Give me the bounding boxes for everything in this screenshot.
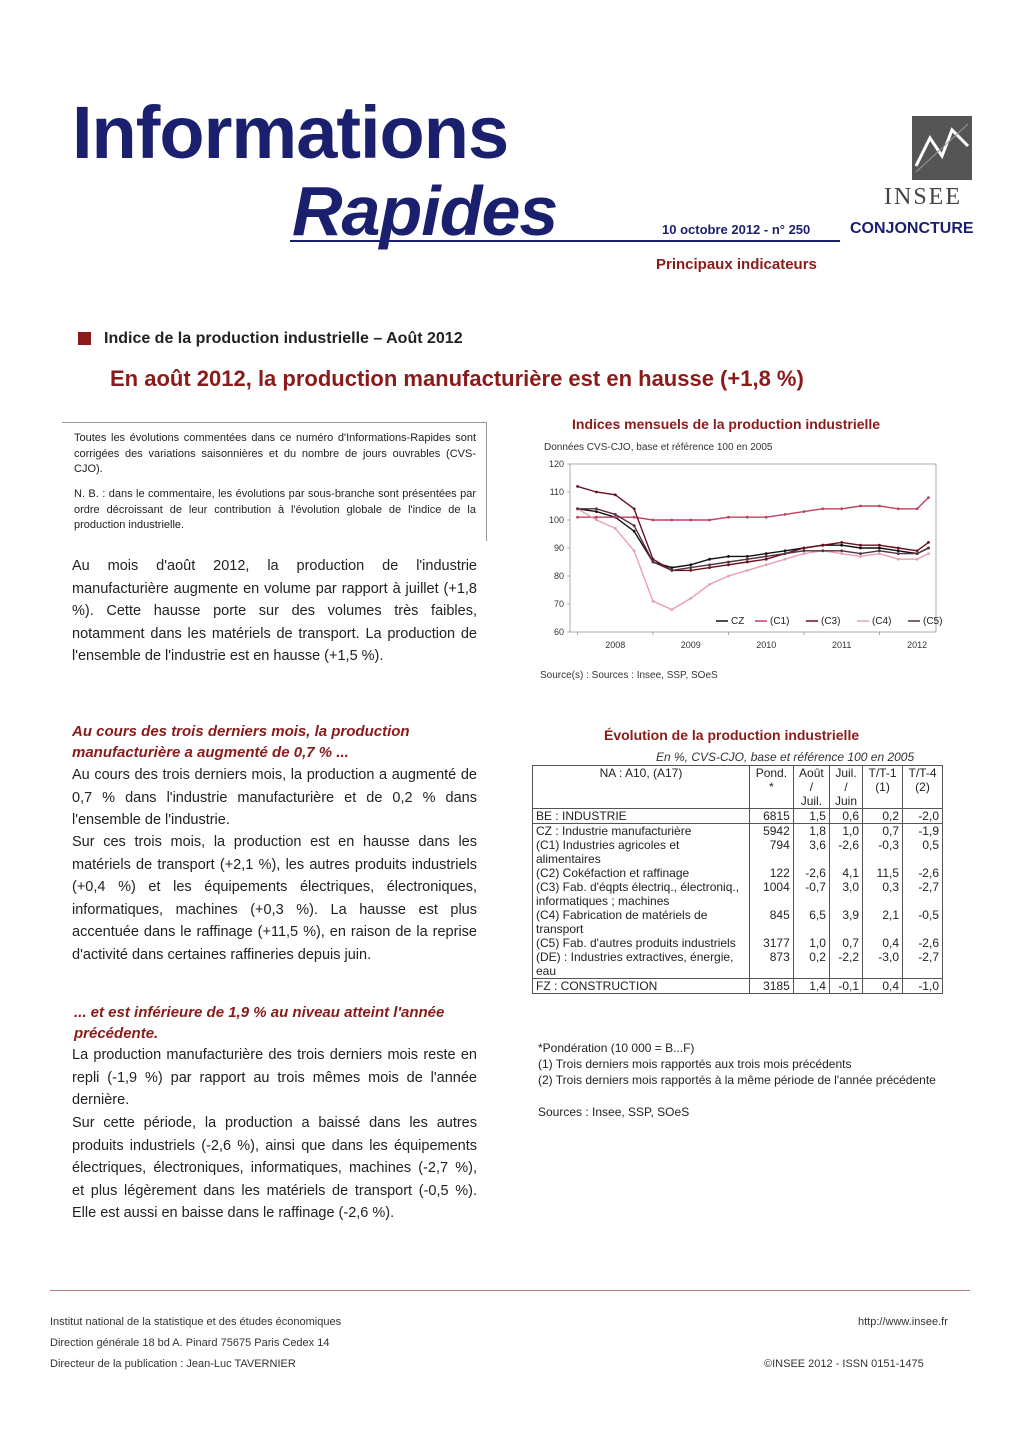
x-tick-label: 2008: [605, 640, 626, 650]
legend-label: (C4): [872, 616, 892, 627]
data-point: [595, 510, 598, 513]
data-point: [840, 507, 843, 510]
y-tick-label: 70: [553, 599, 564, 609]
data-point: [670, 569, 673, 572]
data-point: [803, 552, 806, 555]
data-point: [595, 519, 598, 522]
table-title: Évolution de la production industrielle: [604, 727, 860, 743]
data-point: [708, 519, 711, 522]
cell-tt4: -2,0: [903, 809, 943, 824]
data-point: [784, 558, 787, 561]
x-tick-label: 2010: [756, 640, 777, 650]
chart-source: Source(s) : Sources : Insee, SSP, SOeS: [540, 670, 718, 681]
table-row: [533, 908, 943, 936]
data-point: [652, 561, 655, 564]
cell-pond: 3185: [750, 979, 794, 994]
insee-logo-icon: [912, 116, 972, 180]
cell-tt1: 0,2: [863, 809, 903, 824]
cell-aout: 3,6: [793, 838, 829, 866]
row-label: CZ : Industrie manufacturière: [533, 824, 750, 839]
table-row: [533, 809, 943, 824]
legend-label: (C5): [923, 616, 943, 627]
data-point: [633, 530, 636, 533]
body-paragraph-1: Au mois d'août 2012, la production de l'industrie manufacturière augmente en volume par rapport à juillet (+1,8 %). Cette hausse porte sur des volumes très faibles, notamment dans les matériels de transport. La production de l'ensemble de l'industrie est en hausse (+1,5 %).: [72, 558, 477, 664]
row-label: BE : INDUSTRIE: [533, 809, 750, 824]
col-header-pond: Pond. *: [750, 766, 794, 809]
data-point: [878, 549, 881, 552]
cell-tt4: -1,0: [903, 979, 943, 994]
data-point: [803, 547, 806, 550]
table-unit: En %, CVS-CJO, base et référence 100 en 2005: [656, 750, 915, 764]
table-row: [533, 880, 943, 908]
series-line: [578, 498, 929, 520]
cell-tt1: 11,5: [863, 866, 903, 880]
data-point: [840, 552, 843, 555]
cell-juil: 0,7: [829, 936, 862, 950]
data-point: [746, 569, 749, 572]
data-point: [689, 519, 692, 522]
data-point: [670, 519, 673, 522]
data-point: [670, 608, 673, 611]
methodology-note-1: Toutes les évolutions commentées dans ce numéro d'Informations-Rapides sont corrigées des variations saisonnières et du nombre de jours ouvrables (CVS-CJO).: [74, 432, 476, 475]
table-row: [533, 866, 943, 880]
data-point: [689, 569, 692, 572]
footer-institute: Institut national de la statistique et des études économiques: [50, 1316, 342, 1328]
data-point: [927, 552, 930, 555]
data-point: [878, 505, 881, 508]
footer-url[interactable]: http://www.insee.fr: [858, 1316, 948, 1328]
data-point: [727, 563, 730, 566]
data-point: [614, 527, 617, 530]
col-header-juil: Juil. / Juin: [829, 766, 862, 809]
data-point: [708, 563, 711, 566]
cell-juil: 3,9: [829, 908, 862, 936]
methodology-note-2: N. B. : dans le commentaire, les évolutions par sous-branche sont présentées par ordre décroissant de leur contribution à l'évolution globale de l'indice de la production industrielle.: [74, 488, 476, 531]
production-index-chart: [538, 458, 948, 658]
col-header-tt4: T/T-4 (2): [903, 766, 943, 809]
data-point: [727, 555, 730, 558]
cell-pond: 845: [750, 908, 794, 936]
cell-tt1: 0,4: [863, 979, 903, 994]
data-point: [652, 600, 655, 603]
row-label: (C1) Industries agricoles et alimentaires: [533, 838, 750, 866]
cell-aout: 0,2: [793, 950, 829, 979]
data-point: [859, 505, 862, 508]
legend-label: (C3): [821, 616, 841, 627]
footer-address: Direction générale 18 bd A. Pinard 75675 Paris Cedex 14: [50, 1337, 330, 1349]
data-point: [784, 552, 787, 555]
insee-logo-text: INSEE: [884, 184, 962, 210]
data-point: [803, 510, 806, 513]
x-tick-label: 2009: [680, 640, 701, 650]
data-point: [595, 516, 598, 519]
table-note-1: (1) Trois derniers mois rapportés aux trois mois précédents: [538, 1057, 852, 1071]
chart-subtitle: Données CVS-CJO, base et référence 100 en 2005: [544, 442, 773, 453]
data-point: [576, 507, 579, 510]
cell-tt4: 0,5: [903, 838, 943, 866]
subheading-2: ... et est inférieure de 1,9 % au niveau atteint l'année précédente.: [74, 1004, 445, 1042]
cell-pond: 122: [750, 866, 794, 880]
data-point: [859, 544, 862, 547]
body-paragraph-4: La production manufacturière des trois derniers mois reste en repli (-1,9 %) par rapport au trois mêmes mois de l'année dernière.: [72, 1047, 477, 1108]
data-point: [897, 549, 900, 552]
cell-juil: -2,2: [829, 950, 862, 979]
cell-tt1: -3,0: [863, 950, 903, 979]
data-point: [746, 516, 749, 519]
data-point: [708, 566, 711, 569]
cell-tt4: -1,9: [903, 824, 943, 839]
data-point: [765, 563, 768, 566]
y-tick-label: 110: [549, 487, 564, 497]
cell-juil: 0,6: [829, 809, 862, 824]
cell-juil: -2,6: [829, 838, 862, 866]
row-label: (DE) : Industries extractives, énergie, eau: [533, 950, 750, 979]
data-point: [916, 507, 919, 510]
data-point: [765, 552, 768, 555]
chart-title: Indices mensuels de la production industrielle: [572, 416, 881, 432]
data-point: [821, 549, 824, 552]
cell-tt4: -2,6: [903, 936, 943, 950]
body-paragraph-2: Au cours des trois derniers mois, la production a augmenté de 0,7 % dans l'industrie manufacturière et de 0,2 % dans l'ensemble de l'industrie.: [72, 767, 477, 828]
data-point: [576, 516, 579, 519]
y-tick-label: 120: [548, 459, 564, 469]
table-row: [533, 824, 943, 839]
masthead-title-rapides: Rapides: [292, 172, 558, 250]
data-point: [652, 519, 655, 522]
data-point: [727, 516, 730, 519]
cell-tt1: 0,4: [863, 936, 903, 950]
cell-tt4: -0,5: [903, 908, 943, 936]
legend-label: CZ: [731, 616, 745, 627]
legend-label: (C1): [770, 616, 790, 627]
data-point: [708, 558, 711, 561]
data-point: [614, 493, 617, 496]
cell-juil: 4,1: [829, 866, 862, 880]
masthead-title-informations: Informations: [72, 91, 509, 174]
y-tick-label: 100: [548, 515, 564, 525]
data-point: [821, 544, 824, 547]
footer-director: Directeur de la publication : Jean-Luc TAVERNIER: [50, 1358, 296, 1370]
table-note-2: (2) Trois derniers mois rapportés à la même période de l'année précédente: [538, 1073, 936, 1087]
data-point: [897, 558, 900, 561]
cell-aout: 6,5: [793, 908, 829, 936]
data-point: [614, 513, 617, 516]
data-point: [708, 583, 711, 586]
data-point: [803, 549, 806, 552]
data-point: [689, 597, 692, 600]
data-point: [689, 563, 692, 566]
data-point: [859, 547, 862, 550]
cell-aout: 1,0: [793, 936, 829, 950]
y-tick-label: 80: [553, 571, 564, 581]
kicker-square-icon: [78, 332, 91, 345]
data-point: [897, 547, 900, 550]
footer-rule: [50, 1290, 970, 1291]
article-headline: En août 2012, la production manufacturière est en hausse (+1,8 %): [110, 366, 804, 391]
cell-pond: 794: [750, 838, 794, 866]
cell-pond: 3177: [750, 936, 794, 950]
cell-tt4: -2,7: [903, 880, 943, 908]
y-tick-label: 60: [553, 627, 564, 637]
data-point: [927, 541, 930, 544]
row-label: (C2) Cokéfaction et raffinage: [533, 866, 750, 880]
data-point: [670, 566, 673, 569]
row-label: FZ : CONSTRUCTION: [533, 979, 750, 994]
table-row: [533, 936, 943, 950]
x-tick-label: 2011: [831, 640, 852, 650]
data-point: [633, 507, 636, 510]
cell-tt1: 0,7: [863, 824, 903, 839]
data-point: [878, 547, 881, 550]
col-header-tt1: T/T-1 (1): [863, 766, 903, 809]
cell-tt1: -0,3: [863, 838, 903, 866]
issue-date-number: 10 octobre 2012 - n° 250: [662, 222, 811, 237]
data-point: [595, 507, 598, 510]
data-point: [916, 558, 919, 561]
data-point: [727, 575, 730, 578]
production-evolution-table: [532, 765, 943, 994]
x-tick-label: 2012: [907, 640, 928, 650]
data-point: [576, 485, 579, 488]
methodology-note-box: [62, 422, 487, 541]
cell-aout: -0,7: [793, 880, 829, 908]
cell-tt4: -2,6: [903, 866, 943, 880]
data-point: [927, 496, 930, 499]
data-point: [840, 544, 843, 547]
table-row: [533, 950, 943, 979]
row-label: (C5) Fab. d'autres produits industriels: [533, 936, 750, 950]
data-point: [916, 552, 919, 555]
col-header-aout: Août / Juil.: [793, 766, 829, 809]
data-point: [595, 491, 598, 494]
data-point: [746, 555, 749, 558]
data-point: [746, 558, 749, 561]
data-point: [784, 513, 787, 516]
article-kicker: Indice de la production industrielle – Août 2012: [104, 330, 463, 347]
body-paragraph-3: Sur ces trois mois, la production est en hausse dans les matériels de transport (+2,1 %), les autres produits industriels (+0,4 %) et les équipements électriques, électroniques, informatiques, machines (+0,3 %). La hausse est plus accentuée dans le raffinage (+11,5 %), en raison de la reprise d'activité dans certaines raffineries depuis juin.: [72, 834, 477, 963]
subheading-1: Au cours des trois derniers mois, la production manufacturière a augmenté de 0,7 % ...: [72, 723, 410, 761]
cell-pond: 6815: [750, 809, 794, 824]
data-point: [916, 549, 919, 552]
data-point: [633, 516, 636, 519]
data-point: [633, 549, 636, 552]
data-point: [878, 544, 881, 547]
cell-aout: 1,4: [793, 979, 829, 994]
table-header-row: [533, 766, 943, 809]
data-point: [897, 507, 900, 510]
subcategory-label: Principaux indicateurs: [656, 256, 817, 273]
data-point: [859, 555, 862, 558]
data-point: [784, 549, 787, 552]
table-note-pond: *Pondération (10 000 = B...F): [538, 1041, 695, 1055]
data-point: [840, 549, 843, 552]
footer-copyright: ©INSEE 2012 - ISSN 0151-1475: [764, 1358, 924, 1370]
data-point: [840, 541, 843, 544]
data-point: [927, 547, 930, 550]
data-point: [859, 552, 862, 555]
data-point: [727, 561, 730, 564]
table-row: [533, 838, 943, 866]
data-point: [897, 552, 900, 555]
category-label: CONJONCTURE: [850, 220, 974, 237]
cell-pond: 5942: [750, 824, 794, 839]
cell-tt1: 2,1: [863, 908, 903, 936]
cell-juil: 1,0: [829, 824, 862, 839]
data-point: [689, 566, 692, 569]
data-point: [821, 507, 824, 510]
row-label: (C3) Fab. d'éqpts électriq., électroniq., informatiques ; machines: [533, 880, 750, 908]
data-point: [614, 516, 617, 519]
body-paragraph-5: Sur cette période, la production a baissé dans les autres produits industriels (-2,6 %), ainsi que dans les équipements électriques, électroniques, informatiques, machines (-2,7 %), et plus légèrement dans les matériels de transport (-0,5 %). Elle est aussi en baisse dans le raffinage (-2,6 %).: [72, 1115, 477, 1221]
cell-aout: -2,6: [793, 866, 829, 880]
y-tick-label: 90: [553, 543, 564, 553]
cell-pond: 1004: [750, 880, 794, 908]
cell-aout: 1,5: [793, 809, 829, 824]
table-row: [533, 979, 943, 994]
col-header-na: NA : A10, (A17): [533, 766, 750, 809]
masthead-rule: [290, 240, 840, 242]
data-point: [765, 558, 768, 561]
data-point: [765, 555, 768, 558]
cell-pond: 873: [750, 950, 794, 979]
data-point: [633, 524, 636, 527]
cell-juil: -0,1: [829, 979, 862, 994]
row-label: (C4) Fabrication de matériels de transport: [533, 908, 750, 936]
data-point: [878, 552, 881, 555]
cell-juil: 3,0: [829, 880, 862, 908]
data-point: [765, 516, 768, 519]
table-sources: Sources : Insee, SSP, SOeS: [538, 1105, 690, 1119]
cell-tt4: -2,7: [903, 950, 943, 979]
cell-tt1: 0,3: [863, 880, 903, 908]
cell-aout: 1,8: [793, 824, 829, 839]
data-point: [746, 561, 749, 564]
